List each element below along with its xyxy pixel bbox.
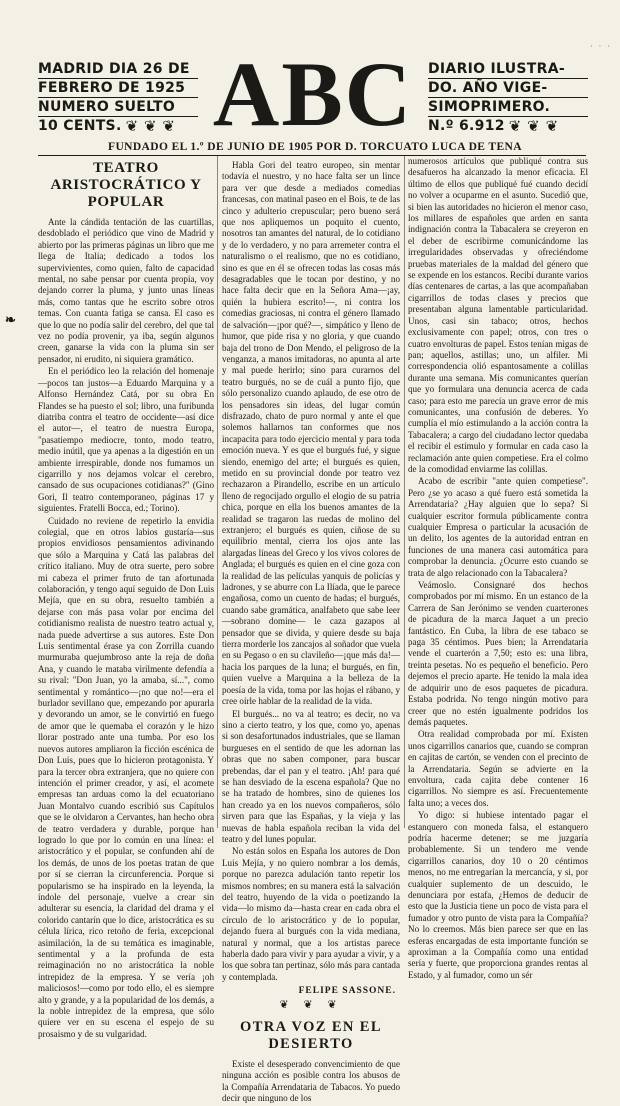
top-margin-marks: · · ·	[590, 42, 612, 51]
column-1	[38, 160, 214, 1041]
article-paragraph: Ante la cándida tentación de las cuartillas, desdoblado el periódico que vino de Madrid y abierto por las primeras páginas un libro que me llega de Italia; dedicado a todos los supervivientes, como quien, falto de capacidad mental, no sabe pensar por cuenta propia, voy dejando correr la pluma, y junto unas líneas más, como tantas que he escrito sobre otros temas. Con cuanta fatiga se cansa. El caso es que lo que no podía salir del cerebro, del que tal vez no podía provenir, ya iba, según algunos creen, ganarse la vida con la pluma sin ser pensador, ni erudito, ni siquiera gramático.	[38, 217, 214, 364]
article-paragraph: Existe el desesperado convencimiento de que ninguna acción es posible contra los abusos de la Compañía Arrendataria de Tabacos. Yo puedo decir que ninguno de los	[222, 1059, 400, 1104]
masthead-left	[38, 60, 198, 135]
article-paragraph: Yo digo: si hubiese intentado pagar el estanquero con moneda falsa, el estanquero podría hacerme detener; se me juzgaría probablemente. Si un tendero me vende cigarrillos canarios, doy 10 o 20 céntimos menos, no me entregarían la mercancía, y si, por cualquier suplemento de un descuido, le denunciara por estafa, ¿Hemos de deducir de esto que la Justicia tiene un poco de vista para el fumador y otro punto de vista para la Compañía? No lo creemos. Más bien parece ser que en las esferas encargadas de esta importante función se aproximan a la Compañía como una entidad sería y fuerte, que proporciona grandes rentas al Estado, y al fumador, como un sér	[408, 810, 588, 980]
masthead	[38, 43, 586, 145]
article-paragraph: No están solos en España los autores de Don Luis Mejía, y no quiero nombrar a los demás, porque no parezca adulación tanto repetir los mismos nombres; en su manera está la salvación del teatro, huyendo de la vida o poetizando la vida—lo mismo da—hasta crear en cada obra el círculo de lo aristocrático y de lo popular, dejando fuera al burgués con la vida mediana, natural y normal, que a los artistas parece haberla dado para vivir y para ayudar a vivir, y a los que sobra tan pertinaz, sólo más para cantada y contemplada.	[222, 846, 400, 982]
masthead-right	[428, 60, 588, 135]
article-headline: TEATRO ARISTOCRÁTICO Y POPULAR	[50, 160, 202, 210]
article-paragraph: Veámoslo. Consignaré dos hechos comprobados por mí mismo. En un estanco de la Carrera de San Jerónimo se venden cuarterones de picadura de la marca Jaquet a un precio fantástico. En Cuba, la libra de ese tabaco se paga 35 céntimos. Pues bien; la Arrendataria vende el cuarterón a 7,50; esto es: una libra, treinta pesetas. No es pequeño el beneficio. Pero dejemos el precio aparte. He tenido la mala idea de adquirir uno de esos paquetes de picadura. Estaba podrida. No tengo ningún motivo para creer que no estén igualmente podridos los demás paquetes.	[408, 580, 588, 727]
section-separator: ❦ ❦ ❦	[279, 998, 343, 1011]
article-2	[222, 1019, 400, 1105]
masthead-sale-line: NUMERO SUELTO	[38, 98, 198, 117]
article-paragraph: Habla Gori del teatro europeo, sin mentar todavía el nuestro, y no hace falta ser un lince para ver que desde a mediados comedias francesas, con matinal paseo en el Bois, te de las cinco y adulterio crepuscular; pero bueno será que nos apliquemos un poquito el cuento, nosotros tan amantes del natural, de lo cotidiano y de lo verdadero, y no para arremeter contra el naturalismo o el realismo, que no es cotidiano, sino es que en él se ofrecen todas las cosas más desagradables que le tocan por destino, y no hace falta decir que en la Señora Ama—¡ay, quién la hubiera escrito!—, ni contra los comedias graciosas, ni contra el género llamado de salvación—¡por qué?—, simpático y lleno de humor, que pide risa y no gloria, y que cuando baja del trono de Don Mendo, el peligroso de la venganza, a manos imitadoras, no apunta al arte y mal puede herirlo; sino para curarnos del teatro burgués, no se de cuál a punto fijo, que sólo personalizo cuando aplaudo, de ese otro de los pensadores sin ideas, del lugar común disfrazado, chato de puro normal y ante el que solemos hallarnos tan conformes que nos incapacita para todo ejercicio mental y para toda emoción nueva. Y es que el burgués fué, y sigue siendo, enemigo del arte; el burgués es quien, metido en su provincial donde por teatro vez rechazaron a Pirandello, escribe en un artículo lleno de regocijado orgullo el elogio de su patria chica, porque en ella los buenos amantes de la realidad se tragaron las ruedas de molino del extranjero; el burgués es quien, ciñose de su equilibrio mental, cierra los ojos ante las alargadas líneas del Greco y los vivos colores de Anglada; el burgués es quien en el cine goza con la realidad de las películas yanquis de policías y ladrones, y se aburre con La Ilíada, que le parece engañosa, como un cuento de hadas; el burgués, cuando sabe gramática, analfabeto que sabe leer —sobrano domine— le caza gazapos al pensador que se divida, y quiere desde su baja tierra morderle los zancajos al soñador que vuela en su Pegaso o en su clavileño—¡que más da!—hacia los parques de la luna; el burgués, en fin, quien vuelve a Marquina a la belleza de la poesía de la vida, toma por las hojas el rábano, y cree oírle hablar de la realidad de la vida.	[222, 160, 401, 707]
masthead-issue-number: N.º 6.912	[428, 118, 505, 134]
column-2	[222, 160, 400, 1106]
masthead-tagline: DIARIO ILUSTRA-	[428, 60, 588, 79]
article-paragraph: Cuidado no reviene de repetirlo la envidia colegial, que en otros labios gustaría—sus propios envidiosos pensamientos adivinando que sólo a Marquina y Catá las palabras del crítico italiano. Muy de otra suerte, pero sobre mi cabeza el primer fruto de tan afortunada colaboración, y tengo aquí seguido de Don Luis Mejía, que en su obra, resuelto también a dejarse con más pasa volar por encima del cotidianismo realista de nuestro teatro actual y, nada puede advertirse a sus autores. Este Don Luis sentimental érase ya con Zorrilla cuando murmuraba quejumbroso ante la reja de doña Ana, y cuando le mataba virilmente defendía a su rival: "Don Juan, yo la amaba, sí...", como sentimental y romántico—¡no que no!—era el burlador sevillano que, empezando por apurarla y devorando un amor, se le convirtió en fuego de amor que le quemaba el corazón y le hizo llorar postrado ante una tumba. Por eso los nuevos autores ampliaron la ficción escénica de Don Luis, pues que lo hicieron protagonista. Y para la tercer obra extranjera, que no quiere con intención el primer creador, y así, el acomete empresas tan arduas como la del ecuatoriano Juan Montalvo cuando escribió sus Capítulos que se le olvidaron a Cervantes, han hecho obra de teatro verdadera y durable, porque han logrado lo que por lo común en una línea: el aristocrático y el popular, se confunden ahí de los demás, de unos de los poetas tratan de que por sí se cierran la circunferencia. Porque si popularismo se ha inspirado en la leyenda, la índole del personaje, vuelve a crear sin adulterar su esencia, la claridad del drama y el colorido cantarín que lo dice, aristocrática es su célula lírica, rico retoño de feria, excepcional asimilación, la de su temática es imaginable, sentimental y a la profunda de esta reimaginación no no aristocrática la noble intrepidez de la empresa. Y se vería ¡oh maliciosos!—como por todo ello, el es siempre alto y grande, y a la popularidad de los demás, a la noble intrepidez de la empresa, que sólo quiere ver en su escena el espejo de su prosaismo y de su vulgaridad.	[38, 515, 214, 1039]
fleuron-icon: ❦ ❦ ❦	[125, 117, 176, 135]
masthead-tagline: SIMOPRIMERO.	[428, 98, 588, 117]
masthead-price-line	[38, 117, 198, 135]
column-divider	[404, 156, 405, 828]
article-paragraph: El burgués... no va al teatro; es decir, no va sino a cierto teatro, y los que, como yo, apenas si son desafortunados industriales, que se llaman burgueses en el sentido de que les adornan las obras que no saben componer, para buscar prebendas, dar el pan y el teatro. ¡Ah! para qué se han desviado de la escena española? Que no se ha tratado de hombres, sino de quienes los han creado ya en los nuevos compañeros, sólo sirven para que las Españas, y la vieja y las nuevas de habla española reciban la vida del teatro y del lunes popular.	[222, 708, 400, 844]
author-signature: FELIPE SASSONE.	[298, 986, 396, 997]
masthead-issue-line	[428, 117, 588, 135]
masthead-price: 10 CENTS.	[38, 118, 122, 134]
margin-mark: ❧	[5, 312, 16, 327]
column-3	[408, 156, 588, 982]
article-paragraph: Otra realidad comprobada por mí. Existen unos cigarrillos canarios que, cuando se compran en cajitas de cartón, se venden con el precinto de la Arrendataria. Según se advierte en la envoltura, cada cajita debe contener 16 cigarrillos. No siempre es así. Frecuentemente falta uno; a veces dos.	[408, 729, 588, 808]
fleuron-icon: ❦ ❦ ❦	[508, 117, 559, 135]
article-paragraph: Acabo de escribir "ante quien competiese". Pero ¿se yo acaso a qué fuero está sometida la Arrendataria? ¿Hay alguien que lo sepa? Si cualquier escritor formula públicamente contra cualquier Empresa o particular la acusación de un delito, los agentes de la autoridad entran en funciones de una manera casi automática para comprobar la denuncia. ¿Ocurre esto cuando se trata de algo relacionado con la Tabacalera?	[408, 476, 588, 578]
masthead-date-line: MADRID DIA 26 DE	[38, 60, 198, 79]
column-divider	[217, 156, 218, 828]
masthead-tagline: DO. AÑO VIGE-	[428, 79, 588, 98]
masthead-date-line: FEBRERO DE 1925	[38, 79, 198, 98]
founded-line: FUNDADO EL 1.º DE JUNIO DE 1905 POR D. TORCUATO LUCA DE TENA	[108, 141, 522, 153]
article-headline: OTRA VOZ EN EL DESIERTO	[240, 1019, 382, 1053]
newspaper-title: ABC	[212, 43, 414, 145]
article-paragraph: numerosos artículos que publiqué contra sus desafueros ha alcanzado la menor eficacia. El último de ellos que publiqué fué cuando decidí no volver a ocuparme en el asunto. Sucedió que, si bien las autoridades no hicieron el menor caso, los millares de españoles que arden en santa indignación contra la Tabacalera se creyeron en el deber de escribirme comunicándome las irregularidades observadas y ofreciéndome pruebas materiales de la maldad del género que se expende en los estancos. Recibí durante varios días centenares de cartas, a las que acompañaban cigarrillos de todas clases y precios que presentaban alguna lamentable particularidad. Unos, casi sin tabaco; otros, hechos exclusivamente con papel; otros, con tres o cuatro envolturas de papel. Estos tenían migas de pan; aquellos, astillas; uno, un alfiler. Mi correspondencia olió espantosamente a colillas durante una semana. Mis comunicantes querían que yo formulara una denuncia acerca de cada caso; para esto me parecía un grave error de mis comunicantes, una confusión de deberes. Yo cumplía el mío estimulando a la acción contra la Tabacalera; a cargo del ciudadano lector quedaba el recibir el estímulo y formular en cada caso la reclamación ante quien competiese. Era el colmo de la comodidad enviarme las colillas.	[408, 156, 588, 474]
article-paragraph: En el periódico leo la relación del homenaje—pocos tan justos—a Eduardo Marquina y a Alfonso Hernández Catá, por su obra En Flandes se ha puesto el sol; libro, una furibunda diatriba contra el teatro de occidente—así dice el autor—, el teatro de nuestra Europa, "pasatiempo mediocre, tonto, modo teatro, medio inútil, que ya apenas a la digestión en un ambiente irrespirable, donde nos fumamos un cigarrillo y nos dejamos volcar el cerebro, cansado de sus ocupaciones cotidianas?" (Gino Gori, Il teatro contemporaneo, páginas 17 y siguientes. Fratelli Bocca, ed.; Torino).	[38, 366, 214, 514]
